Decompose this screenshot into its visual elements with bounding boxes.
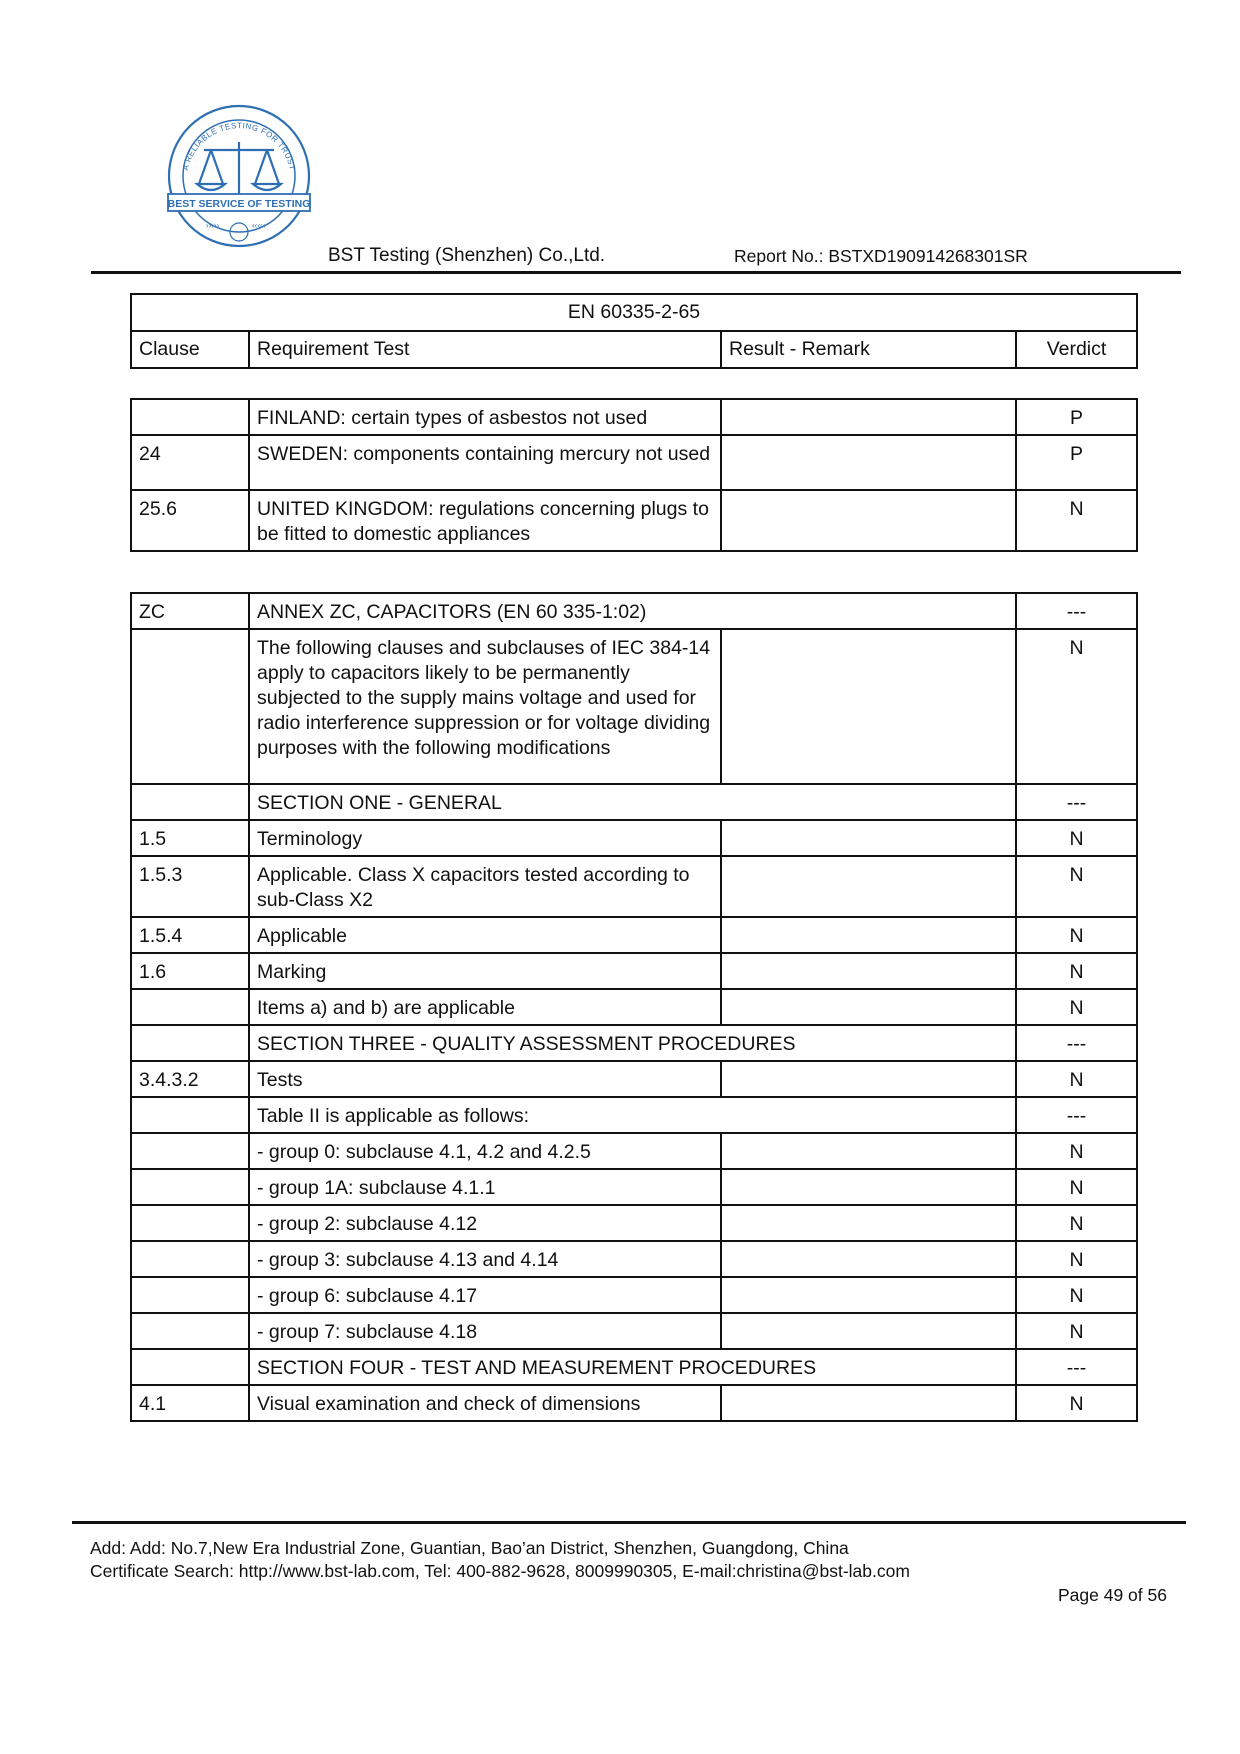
verdict-cell: N <box>1016 953 1137 989</box>
result-cell <box>721 917 1016 953</box>
table-row <box>131 917 1137 953</box>
verdict-cell: N <box>1016 989 1137 1025</box>
table-row <box>131 1277 1137 1313</box>
verdict-cell: N <box>1016 1241 1137 1277</box>
clause-cell: 25.6 <box>131 490 249 551</box>
col-header-clause: Clause <box>131 331 249 368</box>
requirement-cell: - group 6: subclause 4.17 <box>249 1277 721 1313</box>
result-cell <box>721 953 1016 989</box>
result-cell <box>721 435 1016 490</box>
result-cell <box>721 1205 1016 1241</box>
verdict-cell: N <box>1016 490 1137 551</box>
result-cell <box>721 1313 1016 1349</box>
requirement-cell: The following clauses and subclauses of IEC 384-14 apply to capacitors likely to be permanently subjected to the supply mains voltage and used for radio interference suppression or for voltage dividing purposes with the following modifications <box>249 629 721 784</box>
verdict-cell: N <box>1016 1205 1137 1241</box>
requirement-cell: - group 0: subclause 4.1, 4.2 and 4.2.5 <box>249 1133 721 1169</box>
table-row <box>131 629 1137 784</box>
table-row <box>131 1133 1137 1169</box>
verdict-cell: --- <box>1016 1025 1137 1061</box>
footer-rule <box>72 1521 1186 1524</box>
svg-text:‹‹‹‹‹: ‹‹‹‹‹ <box>252 221 266 230</box>
clause-cell <box>131 784 249 820</box>
clause-cell: 1.6 <box>131 953 249 989</box>
requirement-cell: Visual examination and check of dimensions <box>249 1385 721 1421</box>
result-cell <box>721 490 1016 551</box>
result-cell <box>721 629 1016 784</box>
clause-cell: 1.5.3 <box>131 856 249 917</box>
col-header-requirement: Requirement Test <box>249 331 721 368</box>
report-number: Report No.: BSTXD190914268301SR <box>734 246 1028 266</box>
result-cell <box>721 1061 1016 1097</box>
verdict-cell: N <box>1016 1385 1137 1421</box>
clause-cell <box>131 1025 249 1061</box>
table-row <box>131 1025 1137 1061</box>
clause-cell <box>131 399 249 435</box>
header-rule <box>91 271 1181 274</box>
verdict-cell: N <box>1016 1133 1137 1169</box>
verdict-cell: P <box>1016 399 1137 435</box>
clause-cell: 1.5.4 <box>131 917 249 953</box>
verdict-cell: N <box>1016 629 1137 784</box>
requirement-cell: ANNEX ZC, CAPACITORS (EN 60 335-1:02) <box>249 593 1016 629</box>
requirement-cell: Terminology <box>249 820 721 856</box>
table-row <box>131 989 1137 1025</box>
table-row <box>131 1061 1137 1097</box>
requirement-cell: Items a) and b) are applicable <box>249 989 721 1025</box>
requirement-cell: - group 2: subclause 4.12 <box>249 1205 721 1241</box>
section-heading-cell: SECTION THREE - QUALITY ASSESSMENT PROCEDURES <box>249 1025 1016 1061</box>
requirement-cell: Applicable <box>249 917 721 953</box>
clause-cell: ZC <box>131 593 249 629</box>
logo-arc-text: A RELIABLE TESTING FOR TRUST <box>180 121 298 172</box>
verdict-cell: --- <box>1016 1097 1137 1133</box>
table-row <box>131 856 1137 917</box>
result-cell <box>721 989 1016 1025</box>
table-row <box>131 490 1137 551</box>
table-row <box>131 1313 1137 1349</box>
verdict-cell: N <box>1016 1277 1137 1313</box>
clause-cell <box>131 1097 249 1133</box>
logo-band-text: BEST SERVICE OF TESTING <box>167 198 311 210</box>
requirement-cell: - group 3: subclause 4.13 and 4.14 <box>249 1241 721 1277</box>
clause-cell: 24 <box>131 435 249 490</box>
result-cell <box>721 820 1016 856</box>
footer-contact: Certificate Search: http://www.bst-lab.com, Tel: 400-882-9628, 8009990305, E-mail:christina@bst-lab.com <box>90 1561 910 1581</box>
section-heading-cell: SECTION FOUR - TEST AND MEASUREMENT PROCEDURES <box>249 1349 1016 1385</box>
verdict-cell: --- <box>1016 784 1137 820</box>
requirement-cell: Tests <box>249 1061 721 1097</box>
table-row <box>131 1385 1137 1421</box>
svg-text:›››››: ››››› <box>206 221 220 230</box>
result-cell <box>721 1169 1016 1205</box>
col-header-result: Result - Remark <box>721 331 1016 368</box>
clause-cell: 3.4.3.2 <box>131 1061 249 1097</box>
standard-title: EN 60335-2-65 <box>131 294 1137 331</box>
table-row <box>131 435 1137 490</box>
result-cell <box>721 1133 1016 1169</box>
table-row <box>131 399 1137 435</box>
verdict-cell: P <box>1016 435 1137 490</box>
page-number: Page 49 of 56 <box>1058 1585 1167 1605</box>
verdict-cell: --- <box>1016 593 1137 629</box>
col-header-verdict: Verdict <box>1016 331 1137 368</box>
bst-seal-logo <box>166 104 312 256</box>
clause-cell: 4.1 <box>131 1385 249 1421</box>
clause-cell: 1.5 <box>131 820 249 856</box>
requirement-cell: Marking <box>249 953 721 989</box>
column-header-table <box>130 293 1138 369</box>
clause-cell <box>131 1133 249 1169</box>
verdict-cell: N <box>1016 1169 1137 1205</box>
requirement-cell: SWEDEN: components containing mercury not used <box>249 435 721 490</box>
verdict-cell: --- <box>1016 1349 1137 1385</box>
clause-cell <box>131 629 249 784</box>
table-row <box>131 953 1137 989</box>
clause-cell <box>131 1169 249 1205</box>
annex-zc-table <box>130 592 1138 1422</box>
verdict-cell: N <box>1016 1061 1137 1097</box>
table-row <box>131 784 1137 820</box>
verdict-cell: N <box>1016 856 1137 917</box>
result-cell <box>721 399 1016 435</box>
requirement-cell: - group 7: subclause 4.18 <box>249 1313 721 1349</box>
company-name: BST Testing (Shenzhen) Co.,Ltd. <box>328 245 606 266</box>
clause-cell <box>131 1241 249 1277</box>
verdict-cell: N <box>1016 917 1137 953</box>
footer-address: Add: Add: No.7,New Era Industrial Zone, Guantian, Bao’an District, Shenzhen, Guangdong, China <box>90 1538 849 1558</box>
requirement-cell: UNITED KINGDOM: regulations concerning plugs to be fitted to domestic appliances <box>249 490 721 551</box>
clause-cell <box>131 1205 249 1241</box>
result-cell <box>721 1241 1016 1277</box>
requirement-cell: Applicable. Class X capacitors tested according to sub-Class X2 <box>249 856 721 917</box>
result-cell <box>721 856 1016 917</box>
verdict-cell: N <box>1016 1313 1137 1349</box>
clause-cell <box>131 1349 249 1385</box>
result-cell <box>721 1385 1016 1421</box>
result-cell <box>721 1277 1016 1313</box>
table-row <box>131 1205 1137 1241</box>
clause-cell <box>131 1313 249 1349</box>
table-row <box>131 1241 1137 1277</box>
clause-cell <box>131 989 249 1025</box>
verdict-cell: N <box>1016 820 1137 856</box>
table-row <box>131 1169 1137 1205</box>
requirement-cell: FINLAND: certain types of asbestos not used <box>249 399 721 435</box>
clause-cell <box>131 1277 249 1313</box>
table-row <box>131 1097 1137 1133</box>
requirement-cell: Table II is applicable as follows: <box>249 1097 1016 1133</box>
section-heading-cell: SECTION ONE - GENERAL <box>249 784 1016 820</box>
table-row <box>131 1349 1137 1385</box>
table-row <box>131 820 1137 856</box>
national-deviations-table <box>130 398 1138 552</box>
requirement-cell: - group 1A: subclause 4.1.1 <box>249 1169 721 1205</box>
table-row <box>131 593 1137 629</box>
